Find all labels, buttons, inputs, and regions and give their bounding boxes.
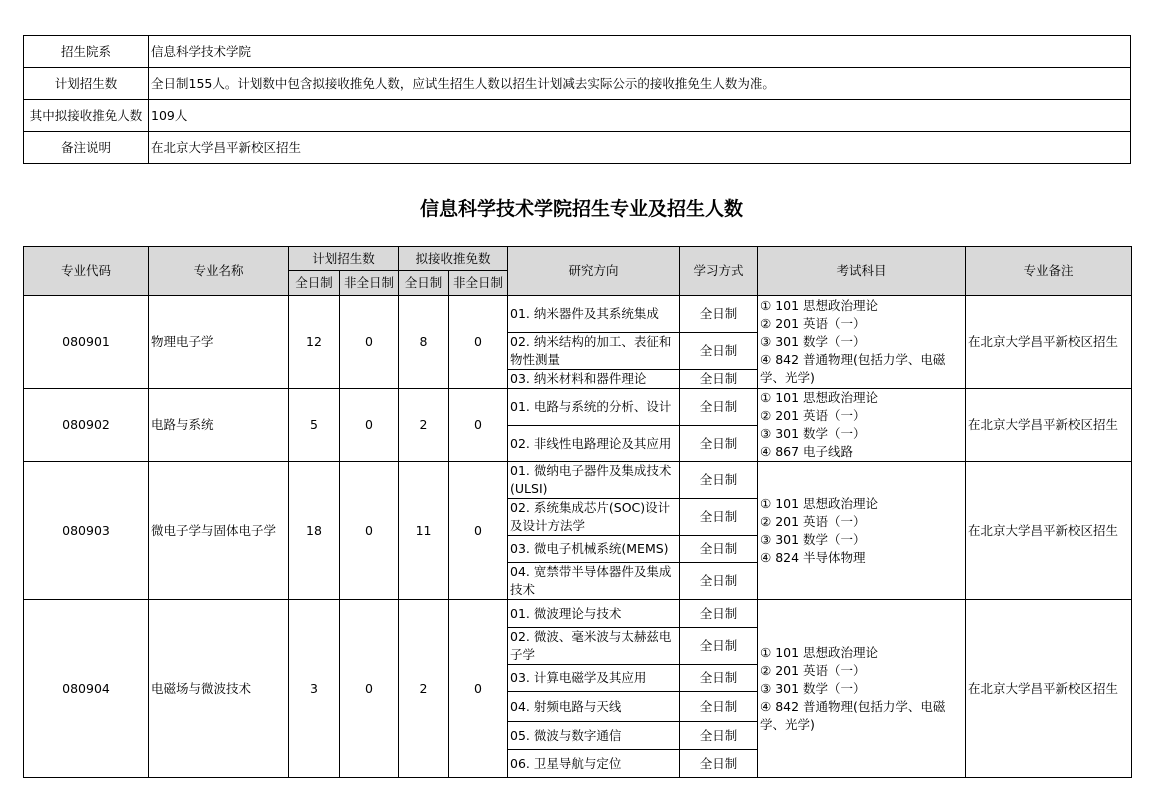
major-name: 物理电子学	[149, 296, 289, 389]
research-direction: 02. 系统集成芯片(SOC)设计及设计方法学	[508, 499, 680, 536]
plan-full: 12	[289, 296, 340, 389]
study-mode: 全日制	[680, 750, 758, 778]
research-direction: 03. 纳米材料和器件理论	[508, 370, 680, 389]
major-code: 080904	[24, 600, 149, 778]
header-plan-part: 非全日制	[340, 271, 399, 296]
study-mode: 全日制	[680, 426, 758, 462]
header-mode: 学习方式	[680, 247, 758, 296]
research-direction: 04. 射频电路与天线	[508, 692, 680, 722]
table-row	[24, 389, 1132, 426]
header-exam: 考试科目	[758, 247, 966, 296]
major-note: 在北京大学昌平新校区招生	[966, 296, 1132, 389]
info-label: 招生院系	[24, 36, 149, 68]
research-direction: 01. 微纳电子器件及集成技术(ULSI)	[508, 462, 680, 499]
plan-full: 18	[289, 462, 340, 600]
info-label: 备注说明	[24, 132, 149, 164]
info-label: 计划招生数	[24, 68, 149, 100]
study-mode: 全日制	[680, 722, 758, 750]
table-row	[24, 462, 1132, 499]
research-direction: 03. 微电子机械系统(MEMS)	[508, 536, 680, 563]
info-value: 在北京大学昌平新校区招生	[149, 132, 1131, 164]
research-direction: 02. 纳米结构的加工、表征和物性测量	[508, 333, 680, 370]
research-direction: 04. 宽禁带半导体器件及集成技术	[508, 563, 680, 600]
exam-subjects: ① 101 思想政治理论 ② 201 英语（一） ③ 301 数学（一） ④ 842 普通物理(包括力学、电磁学、光学)	[758, 600, 966, 778]
research-direction: 06. 卫星导航与定位	[508, 750, 680, 778]
exempt-full: 2	[399, 600, 449, 778]
info-table	[23, 35, 1131, 164]
major-name: 微电子学与固体电子学	[149, 462, 289, 600]
info-row	[24, 68, 1131, 100]
study-mode: 全日制	[680, 389, 758, 426]
study-mode: 全日制	[680, 692, 758, 722]
study-mode: 全日制	[680, 628, 758, 665]
study-mode: 全日制	[680, 296, 758, 333]
research-direction: 01. 微波理论与技术	[508, 600, 680, 628]
header-code: 专业代码	[24, 247, 149, 296]
study-mode: 全日制	[680, 665, 758, 692]
major-code: 080901	[24, 296, 149, 389]
major-code: 080903	[24, 462, 149, 600]
study-mode: 全日制	[680, 462, 758, 499]
research-direction: 01. 纳米器件及其系统集成	[508, 296, 680, 333]
research-direction: 02. 非线性电路理论及其应用	[508, 426, 680, 462]
study-mode: 全日制	[680, 600, 758, 628]
header-exempt-full: 全日制	[399, 271, 449, 296]
major-note: 在北京大学昌平新校区招生	[966, 389, 1132, 462]
study-mode: 全日制	[680, 333, 758, 370]
exam-subjects: ① 101 思想政治理论 ② 201 英语（一） ③ 301 数学（一） ④ 824 半导体物理	[758, 462, 966, 600]
header-direction: 研究方向	[508, 247, 680, 296]
info-value: 信息科学技术学院	[149, 36, 1131, 68]
table-row	[24, 296, 1132, 333]
header-name: 专业名称	[149, 247, 289, 296]
plan-full: 5	[289, 389, 340, 462]
exam-subjects: ① 101 思想政治理论 ② 201 英语（一） ③ 301 数学（一） ④ 867 电子线路	[758, 389, 966, 462]
research-direction: 01. 电路与系统的分析、设计	[508, 389, 680, 426]
plan-part: 0	[340, 600, 399, 778]
study-mode: 全日制	[680, 536, 758, 563]
exempt-full: 8	[399, 296, 449, 389]
research-direction: 05. 微波与数字通信	[508, 722, 680, 750]
header-plan-full: 全日制	[289, 271, 340, 296]
major-code: 080902	[24, 389, 149, 462]
major-name: 电路与系统	[149, 389, 289, 462]
study-mode: 全日制	[680, 499, 758, 536]
exempt-part: 0	[449, 600, 508, 778]
study-mode: 全日制	[680, 563, 758, 600]
header-exempt: 拟接收推免数	[399, 247, 508, 271]
info-row	[24, 36, 1131, 68]
header-plan: 计划招生数	[289, 247, 399, 271]
header-note: 专业备注	[966, 247, 1132, 296]
exam-subjects: ① 101 思想政治理论 ② 201 英语（一） ③ 301 数学（一） ④ 842 普通物理(包括力学、电磁学、光学)	[758, 296, 966, 389]
exempt-part: 0	[449, 296, 508, 389]
info-label: 其中拟接收推免人数	[24, 100, 149, 132]
study-mode: 全日制	[680, 370, 758, 389]
research-direction: 03. 计算电磁学及其应用	[508, 665, 680, 692]
major-name: 电磁场与微波技术	[149, 600, 289, 778]
exempt-full: 11	[399, 462, 449, 600]
exempt-part: 0	[449, 389, 508, 462]
info-value: 109人	[149, 100, 1131, 132]
info-row	[24, 132, 1131, 164]
exempt-part: 0	[449, 462, 508, 600]
table-row	[24, 600, 1132, 628]
plan-part: 0	[340, 296, 399, 389]
majors-table	[23, 246, 1132, 778]
info-value: 全日制155人。计划数中包含拟接收推免人数，应试生招生人数以招生计划减去实际公示的接收推免生人数为准。	[149, 68, 1131, 100]
plan-part: 0	[340, 389, 399, 462]
header-exempt-part: 非全日制	[449, 271, 508, 296]
exempt-full: 2	[399, 389, 449, 462]
research-direction: 02. 微波、毫米波与太赫兹电子学	[508, 628, 680, 665]
major-note: 在北京大学昌平新校区招生	[966, 600, 1132, 778]
info-row	[24, 100, 1131, 132]
major-note: 在北京大学昌平新校区招生	[966, 462, 1132, 600]
page-title: 信息科学技术学院招生专业及招生人数	[419, 198, 743, 220]
plan-full: 3	[289, 600, 340, 778]
plan-part: 0	[340, 462, 399, 600]
